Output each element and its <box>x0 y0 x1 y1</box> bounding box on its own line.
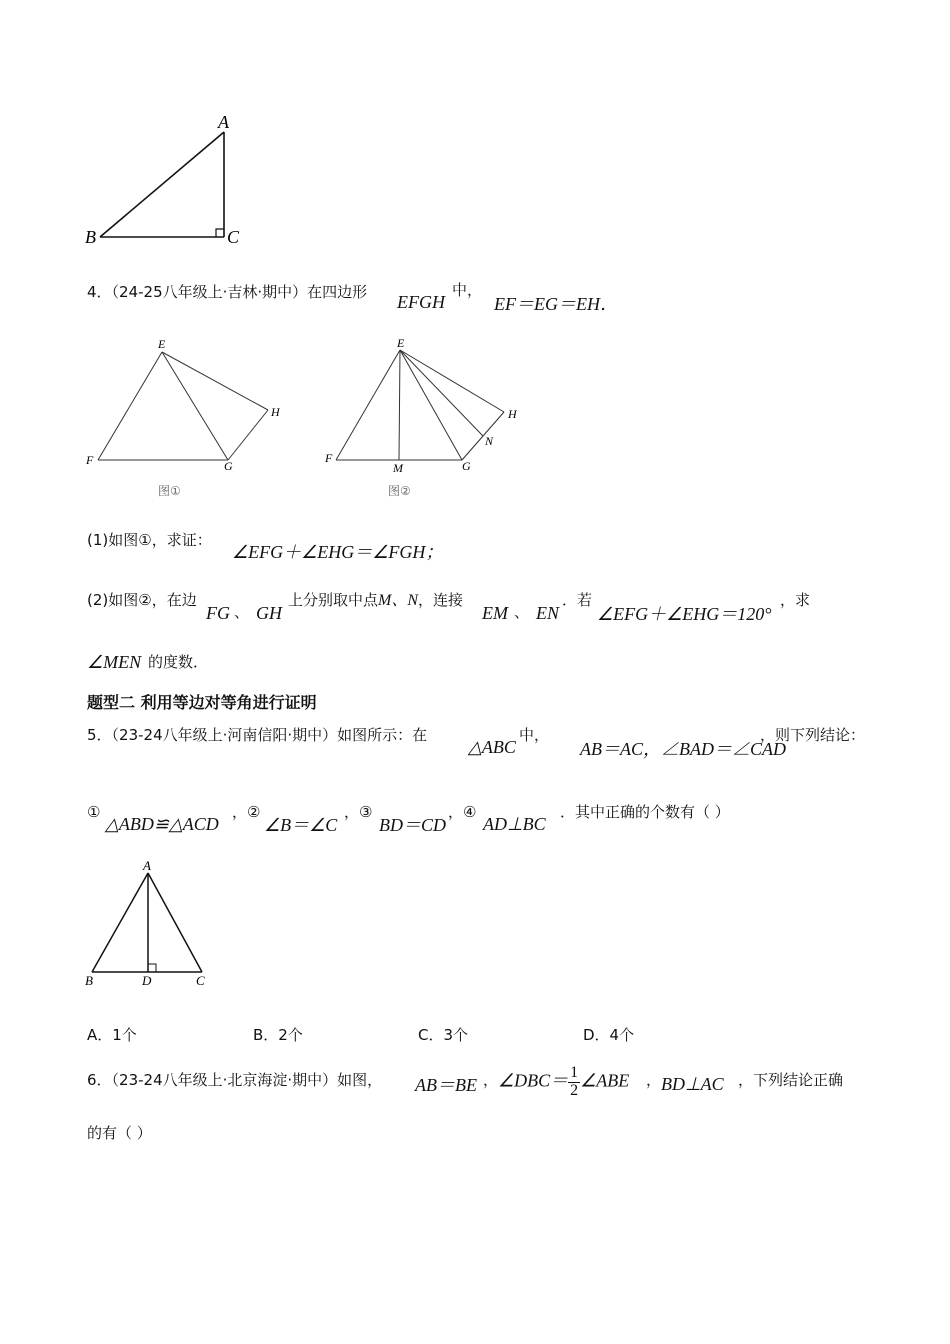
q5-label-d: D <box>142 973 152 988</box>
q4-part2-ask: ，求 <box>780 591 811 609</box>
q6-frac-num: 1 <box>570 1064 579 1081</box>
q4-part2-sep1: 、 <box>234 603 250 621</box>
q5-ab <box>92 873 148 972</box>
q4-part2-if: ．若 <box>562 591 593 609</box>
fig2-label-n: N <box>485 434 494 448</box>
q4-part2-angle: ∠EFG＋∠EHG＝120° <box>597 604 772 624</box>
q4-part1-math: ∠EFG＋∠EHG＝∠FGH； <box>232 542 444 562</box>
q6-line2: 的有（ ） <box>87 1124 152 1142</box>
q5-c1-mark: ① <box>87 803 101 821</box>
q4-zhong: 中， <box>452 281 483 299</box>
label-c: C <box>227 227 240 247</box>
fig1-label-g: G <box>224 459 233 473</box>
q5-c3: BD＝CD <box>379 815 446 835</box>
q6-abe: ∠ABE <box>580 1070 630 1091</box>
q5-triangle: △ABC <box>468 737 516 757</box>
q5-c4: AD⊥BC <box>483 814 546 834</box>
label-b: B <box>85 227 96 247</box>
fig1-label-e: E <box>158 337 166 351</box>
q4-part2-men: ∠MEN <box>87 652 142 672</box>
fig2-label-m: M <box>393 461 403 475</box>
q4-part2-end: 的度数． <box>148 653 209 671</box>
q6-stem <box>87 1073 382 1088</box>
q5-number: 5． <box>87 726 112 744</box>
fig2-label-e: E <box>397 336 405 350</box>
q4-number: 4． <box>87 283 112 301</box>
q4-source: （24-25八年级上·吉林·期中）在四边形 <box>111 283 368 301</box>
q5-c2-mark: ，② <box>232 803 261 821</box>
q4-quad: EFGH <box>397 292 445 312</box>
fig2-label-f: F <box>325 451 333 465</box>
q5-label-a: A <box>143 858 151 873</box>
fig1-caption: 图① <box>158 484 181 498</box>
q4-part2-en: EN <box>536 603 560 623</box>
q6-comma2: ， <box>646 1071 662 1089</box>
q5-option-b[interactable]: B．2个 <box>253 1026 303 1044</box>
q5-label-b: B <box>85 973 93 988</box>
fig2-label-g: G <box>462 459 471 473</box>
q6-dbc: ∠DBC＝ <box>498 1070 569 1091</box>
q4-part2-fg: FG <box>206 603 230 623</box>
q5-zhong: 中， <box>519 726 550 744</box>
q4-part2-mid-text: 上分别取中点 <box>288 591 379 609</box>
q5-option-d[interactable]: D．4个 <box>583 1026 635 1044</box>
q4-part2-gh: GH <box>256 603 282 623</box>
q5-condition: AB＝AC，∠BAD＝∠CAD <box>580 739 786 759</box>
q5-c3-mark: ，③ <box>344 803 373 821</box>
q6-perp: BD⊥AC <box>661 1074 724 1094</box>
fig2-caption: 图② <box>388 484 411 498</box>
q4-part2-prefix: (2)如图②，在边 <box>87 591 197 609</box>
q6-c1: AB＝BE <box>415 1075 477 1095</box>
q6-tail: ，下列结论正确 <box>738 1071 844 1089</box>
q6-frac-den: 2 <box>570 1081 579 1099</box>
q5-c1: △ABD≌△ACD <box>105 814 219 834</box>
q6-fraction <box>568 1065 580 1100</box>
q4-equation: EF＝EG＝EH． <box>494 294 618 314</box>
section-heading: 题型二 利用等边对等角进行证明 <box>87 693 317 712</box>
fig1-label-f: F <box>86 453 94 467</box>
q4-part1-prefix: (1)如图①，求证： <box>87 531 212 549</box>
q5-ac <box>148 873 202 972</box>
q6-comma1: ， <box>483 1071 499 1089</box>
q6-source: （23-24八年级上·北京海淀·期中）如图， <box>111 1071 383 1089</box>
q5-c2: ∠B＝∠C <box>264 815 338 835</box>
q5-label-c: C <box>196 973 205 988</box>
q4-part2-connect: ，连接 <box>418 591 464 609</box>
fig2-label-h: H <box>508 407 517 421</box>
q4-part2-sep2: 、 <box>514 603 530 621</box>
q6-dbc-expr <box>498 1065 629 1100</box>
q5-right-angle-mark <box>148 964 156 972</box>
q5-option-a[interactable]: A．1个 <box>87 1026 137 1044</box>
q5-then: ，则下列结论： <box>760 726 866 744</box>
q4-part2-em: EM <box>482 603 508 623</box>
label-a: A <box>218 112 229 132</box>
fig1-label-h: H <box>271 405 280 419</box>
q6-number: 6． <box>87 1071 112 1089</box>
q5-tail: ．其中正确的个数有（ ） <box>560 803 730 821</box>
q4-part2-mn: M、N <box>378 592 419 609</box>
q5-c4-mark: ，④ <box>448 803 477 821</box>
q5-option-c[interactable]: C．3个 <box>418 1026 469 1044</box>
q5-source: （23-24八年级上·河南信阳·期中）如图所示：在 <box>111 726 428 744</box>
